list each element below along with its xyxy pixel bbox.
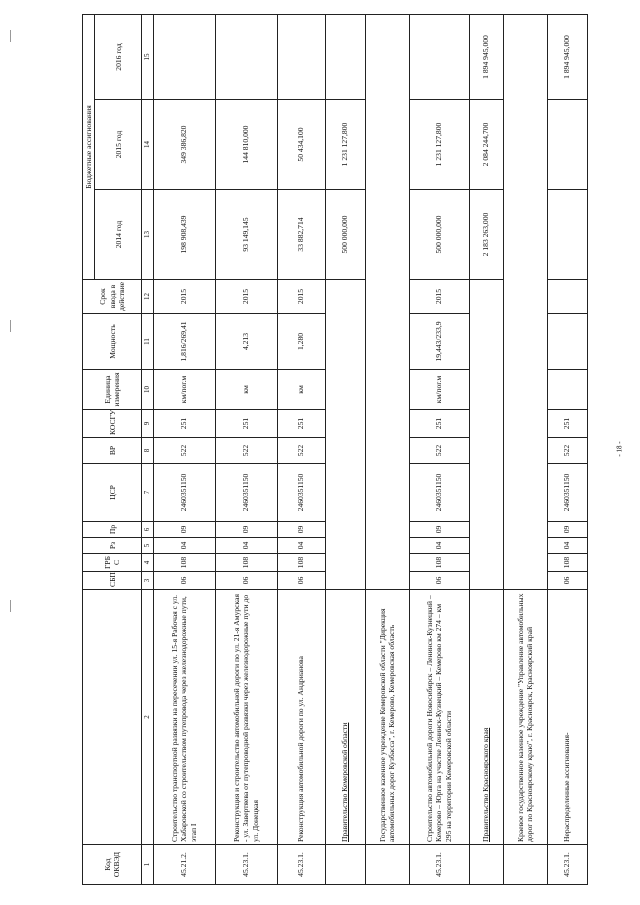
cell-2014: 500 000,000: [409, 190, 469, 280]
header-unit: Единица измерения: [83, 370, 142, 410]
empty-cell: [503, 845, 547, 885]
header-vr: ВР: [83, 438, 142, 464]
col-number: 11: [142, 314, 153, 370]
cell-2016: 1 894 945,000: [547, 14, 587, 99]
section-kemerovo-2016: [325, 14, 365, 99]
cell-rz: 04: [547, 538, 587, 554]
section-kemerovo-2014: 500 000,000: [325, 190, 365, 280]
col-number: 5: [142, 538, 153, 554]
cell-code: 45.23.1.: [547, 845, 587, 885]
table-row: [547, 14, 587, 884]
cell-pr: 09: [409, 522, 469, 538]
header-pr: Пр: [83, 522, 142, 538]
cell-power: 4,213: [215, 314, 277, 370]
col-number: 14: [142, 100, 153, 190]
section-title-kemerovo: Правительство Кемеровской области: [325, 590, 365, 845]
cell-2016: [277, 14, 325, 99]
col-number: 7: [142, 464, 153, 522]
cell-rz: 04: [215, 538, 277, 554]
empty-cell: [325, 280, 365, 590]
col-number: 6: [142, 522, 153, 538]
cell-2015: 50 434,100: [277, 100, 325, 190]
institution-row-krasnoyarsk: [503, 14, 547, 884]
institution-kemerovo: Государственное казенное учреждение Кемеровской области "Дирекция автомобильных дорог Кузбасса", г. Кемерово, Кемеровская область: [365, 590, 409, 845]
margin-tick: [10, 30, 11, 42]
cell-name: Реконструкция и строительство автомобильной дороги по ул. 21-я Амурская - ул. Завертяева от путепроводной развязки через железнодорожные пути до ул. Донецкая: [215, 590, 277, 845]
cell-2014: 93 149,145: [215, 190, 277, 280]
cell-grbs: 108: [153, 554, 215, 572]
cell-name: Реконструкция автомобильной дороги по ул. Андрианова: [277, 590, 325, 845]
cell-unit: км: [277, 370, 325, 410]
cell-deadline: [547, 280, 587, 314]
cell-2015: 349 386,820: [153, 100, 215, 190]
cell-pr: 09: [277, 522, 325, 538]
cell-vr: 522: [153, 438, 215, 464]
cell-name: Строительство транспортной развязки на пересечении ул. 15-я Рабочая с ул. Хабаровской со строительством путепровода через железнодорожные пути, этап I: [153, 590, 215, 845]
cell-sbp: 06: [277, 572, 325, 590]
col-number: 9: [142, 410, 153, 438]
header-code: Код ОКВЭД: [83, 845, 142, 885]
header-csr: ЦСР: [83, 464, 142, 522]
cell-vr: 522: [547, 438, 587, 464]
section-row-kemerovo: [325, 14, 365, 884]
cell-power: [547, 314, 587, 370]
cell-2015: [547, 100, 587, 190]
column-number-row: [142, 14, 153, 884]
header-budget-group: Бюджетные ассигнования: [83, 14, 95, 279]
header-2015: 2015 год: [95, 100, 142, 190]
col-number: 12: [142, 280, 153, 314]
col-number: 4: [142, 554, 153, 572]
empty-cell: [469, 280, 503, 590]
cell-2016: [409, 14, 469, 99]
cell-unit: [547, 370, 587, 410]
cell-power: 1,816/269,41: [153, 314, 215, 370]
cell-2015: 1 231 127,800: [409, 100, 469, 190]
header-kosgu: КОСГУ: [83, 410, 142, 438]
section-krasnoyarsk-2015: 2 084 244,700: [469, 100, 503, 190]
cell-sbp: 06: [153, 572, 215, 590]
page-number: - 18 -: [615, 441, 624, 457]
cell-kosgu: 251: [153, 410, 215, 438]
section-krasnoyarsk-2014: 2 183 263,000: [469, 190, 503, 280]
cell-grbs: 108: [547, 554, 587, 572]
cell-vr: 522: [409, 438, 469, 464]
cell-unit: км/пог.м: [153, 370, 215, 410]
cell-code: 45.21.2.: [153, 845, 215, 885]
cell-2016: [153, 14, 215, 99]
cell-power: 1,280: [277, 314, 325, 370]
cell-rz: 04: [277, 538, 325, 554]
header-name: [83, 590, 142, 845]
header-grbs: ГРБ С: [83, 554, 142, 572]
cell-grbs: 108: [409, 554, 469, 572]
cell-code: 45.23.1.: [215, 845, 277, 885]
empty-cell: [365, 845, 409, 885]
section-krasnoyarsk-2016: 1 894 945,000: [469, 14, 503, 99]
institution-krasnoyarsk: Краевое государственное казенное учреждение "Управление автомобильных дорог по Красноярскому краю", г. Красноярск, Красноярский край: [503, 590, 547, 845]
budget-table: [82, 14, 588, 885]
cell-vr: 522: [215, 438, 277, 464]
header-2016: 2016 год: [95, 14, 142, 99]
empty-cell: [503, 14, 547, 589]
cell-kosgu: 251: [547, 410, 587, 438]
col-number: 13: [142, 190, 153, 280]
table-row: [409, 14, 469, 884]
header-rz: Рз: [83, 538, 142, 554]
cell-deadline: 2015: [215, 280, 277, 314]
cell-power: 19,443/233,9: [409, 314, 469, 370]
cell-unit: км: [215, 370, 277, 410]
cell-vr: 522: [277, 438, 325, 464]
cell-pr: 09: [547, 522, 587, 538]
cell-kosgu: 251: [409, 410, 469, 438]
col-number: 1: [142, 845, 153, 885]
cell-rz: 04: [409, 538, 469, 554]
cell-kosgu: 251: [215, 410, 277, 438]
empty-cell: [469, 845, 503, 885]
table-row: [215, 14, 277, 884]
institution-row-kemerovo: [365, 14, 409, 884]
cell-deadline: 2015: [409, 280, 469, 314]
col-number: 10: [142, 370, 153, 410]
cell-pr: 09: [153, 522, 215, 538]
cell-2014: 198 908,439: [153, 190, 215, 280]
cell-2015: 144 810,000: [215, 100, 277, 190]
cell-code: 45.23.1.: [409, 845, 469, 885]
cell-pr: 09: [215, 522, 277, 538]
cell-sbp: 06: [215, 572, 277, 590]
section-row-krasnoyarsk: [469, 14, 503, 884]
cell-grbs: 108: [277, 554, 325, 572]
cell-2014: 33 882,714: [277, 190, 325, 280]
cell-csr: 2460351150: [277, 464, 325, 522]
col-number: 3: [142, 572, 153, 590]
header-power: Мощность: [83, 314, 142, 370]
margin-tick: [10, 320, 11, 332]
cell-deadline: 2015: [153, 280, 215, 314]
cell-sbp: 06: [409, 572, 469, 590]
empty-cell: [365, 14, 409, 589]
cell-name: Строительство автомобильной дороги Новосибирск – Ленинск-Кузнецкий – Кемерово – Юрга на участке Ленинск-Кузнецкий – Кемерово км 274 – км 295 на территории Кемеровской области: [409, 590, 469, 845]
cell-kosgu: 251: [277, 410, 325, 438]
col-number: 15: [142, 14, 153, 99]
cell-csr: 2460351150: [409, 464, 469, 522]
cell-deadline: 2015: [277, 280, 325, 314]
cell-csr: 2460351150: [547, 464, 587, 522]
header-2014: 2014 год: [95, 190, 142, 280]
cell-rz: 04: [153, 538, 215, 554]
cell-csr: 2460351150: [153, 464, 215, 522]
header-sbp: СБП: [83, 572, 142, 590]
section-kemerovo-2015: 1 231 127,800: [325, 100, 365, 190]
cell-2014: [547, 190, 587, 280]
cell-csr: 2460351150: [215, 464, 277, 522]
cell-grbs: 108: [215, 554, 277, 572]
table-row: [277, 14, 325, 884]
col-number: 2: [142, 590, 153, 845]
header-row-1: [83, 14, 95, 884]
empty-cell: [325, 845, 365, 885]
section-title-krasnoyarsk: Правительство Красноярского края: [469, 590, 503, 845]
cell-unit: км/пог.м: [409, 370, 469, 410]
table-row: [153, 14, 215, 884]
rotated-table-container: [82, 15, 612, 885]
col-number: 8: [142, 438, 153, 464]
cell-sbp: 06: [547, 572, 587, 590]
cell-name: Нераспределенные ассигнования-: [547, 590, 587, 845]
margin-tick: [10, 600, 11, 612]
cell-code: 45.23.1.: [277, 845, 325, 885]
header-deadline: Срок ввода в действие: [83, 280, 142, 314]
cell-2016: [215, 14, 277, 99]
